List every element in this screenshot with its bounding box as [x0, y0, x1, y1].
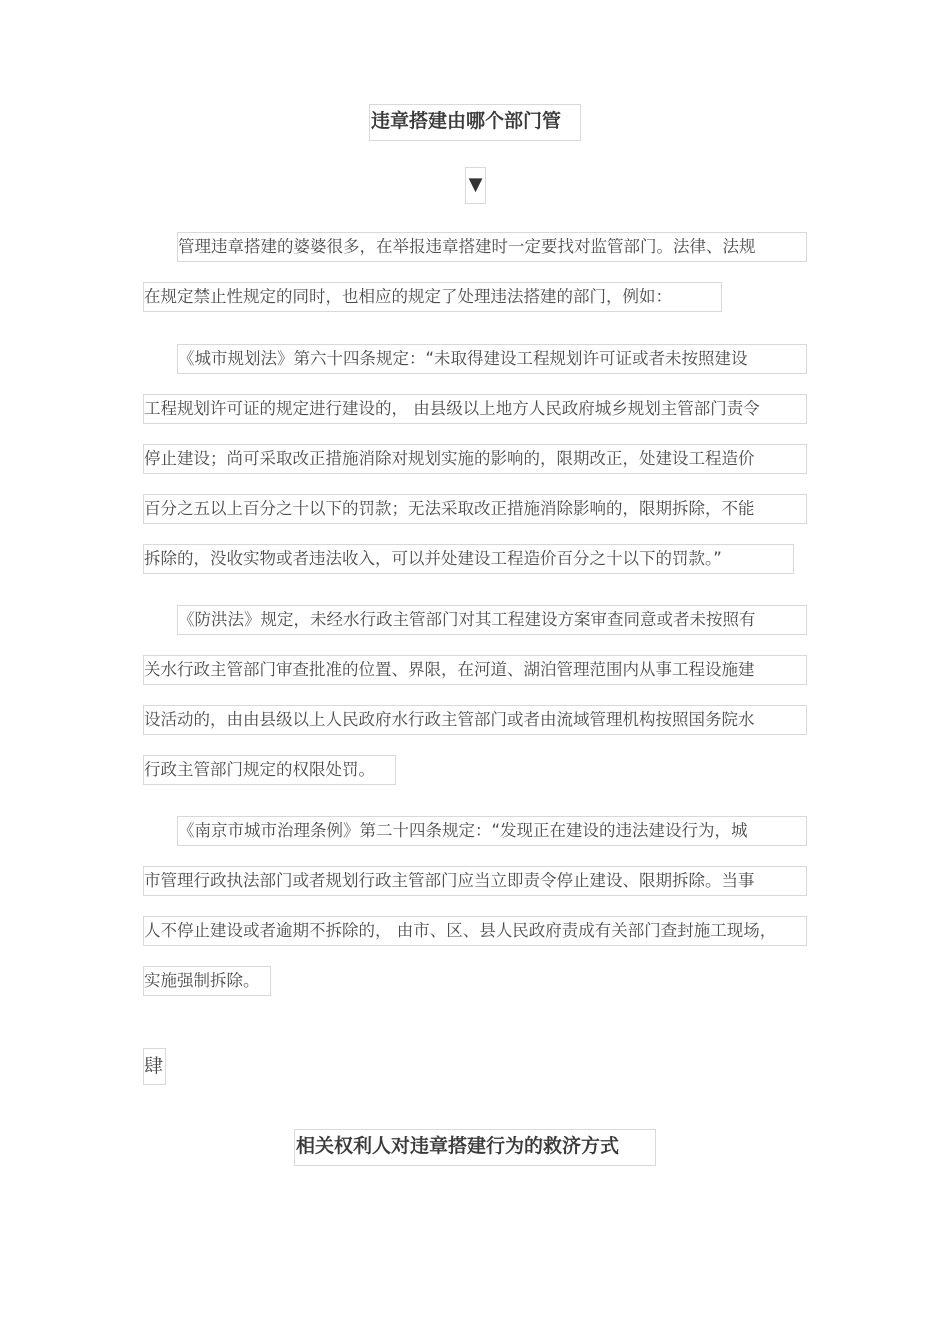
paragraph-2-line-2: 工程规划许可证的规定进行建设的， 由县级以上地方人民政府城乡规划主管部门责令: [143, 394, 807, 424]
paragraph-3-line-3: 设活动的，由由县级以上人民政府水行政主管部门或者由流域管理机构按照国务院水: [143, 705, 807, 735]
paragraph-2-line-5: 拆除的，没收实物或者违法收入，可以并处建设工程造价百分之十以下的罚款。”: [143, 544, 794, 574]
page-title: 违章搭建由哪个部门管: [369, 104, 581, 141]
paragraph-4-line-2: 市管理行政执法部门或者规划行政主管部门应当立即责令停止建设、限期拆除。当事: [143, 866, 807, 896]
paragraph-1-line-2: 在规定禁止性规定的同时，也相应的规定了处理违法搭建的部门，例如：: [143, 282, 722, 312]
paragraph-2-line-1: 《城市规划法》第六十四条规定：“未取得建设工程规划许可证或者未按照建设: [177, 344, 807, 374]
paragraph-4-line-1: 《南京市城市治理条例》第二十四条规定：“发现正在建设的违法建设行为，城: [177, 816, 807, 846]
section-title: 相关权利人对违章搭建行为的救济方式: [294, 1129, 656, 1166]
paragraph-1-line-1: 管理违章搭建的婆婆很多，在举报违章搭建时一定要找对监管部门。法律、法规: [177, 232, 807, 262]
down-triangle-icon: ▼: [465, 167, 486, 204]
paragraph-3-line-1: 《防洪法》规定，未经水行政主管部门对其工程建设方案审查同意或者未按照有: [177, 605, 807, 635]
paragraph-4-line-4: 实施强制拆除。: [143, 966, 271, 996]
paragraph-2-line-3: 停止建设；尚可采取改正措施消除对规划实施的影响的，限期改正，处建设工程造价: [143, 444, 807, 474]
section-number: 肆: [143, 1048, 166, 1085]
paragraph-2-line-4: 百分之五以上百分之十以下的罚款；无法采取改正措施消除影响的，限期拆除，不能: [143, 494, 807, 524]
paragraph-3-line-2: 关水行政主管部门审查批准的位置、界限，在河道、湖泊管理范围内从事工程设施建: [143, 655, 807, 685]
paragraph-4-line-3: 人不停止建设或者逾期不拆除的， 由市、区、县人民政府责成有关部门查封施工现场，: [143, 916, 807, 946]
paragraph-3-line-4: 行政主管部门规定的权限处罚。: [143, 755, 396, 785]
